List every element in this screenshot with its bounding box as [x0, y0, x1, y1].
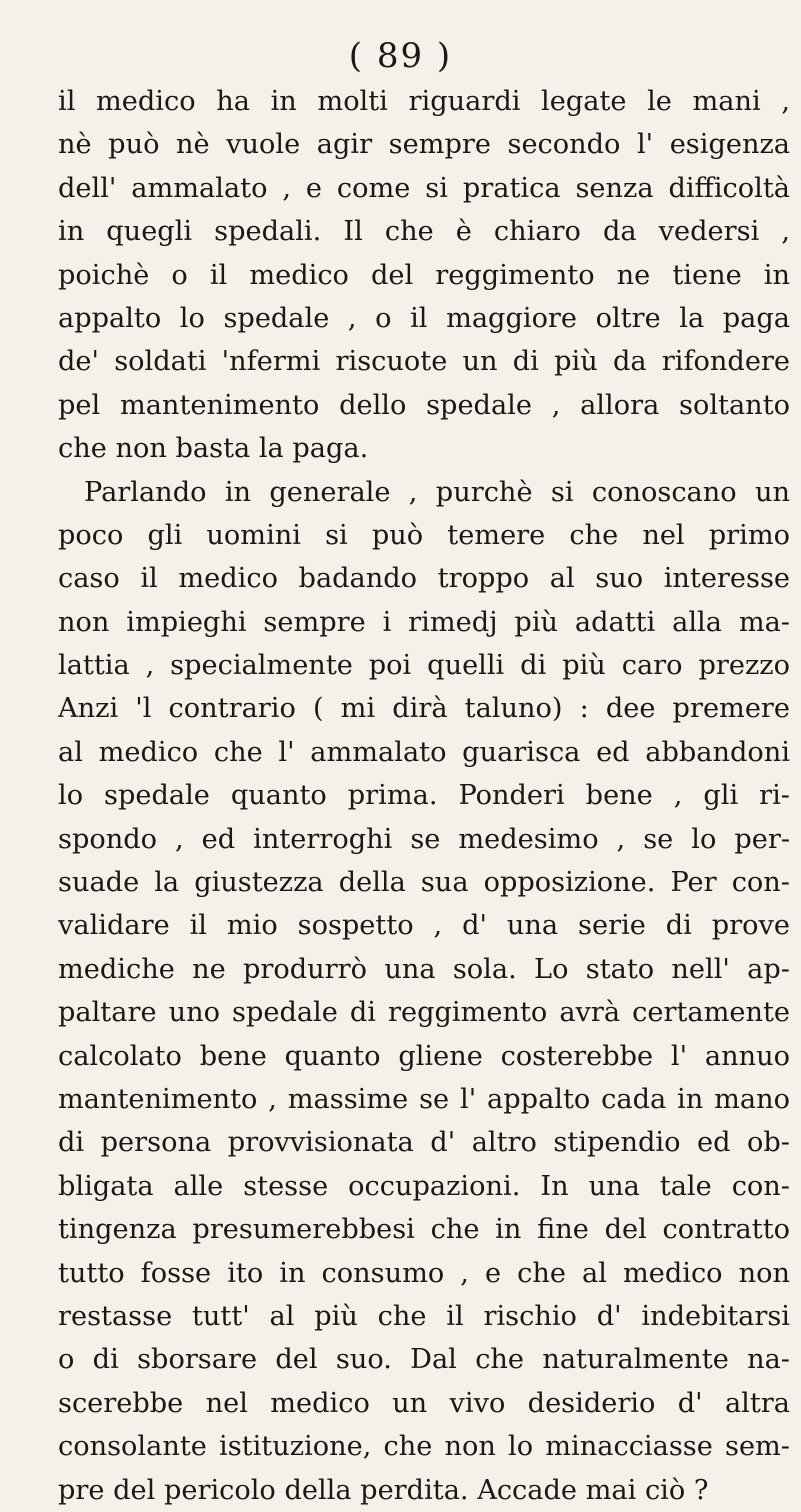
- text-line: de' soldati 'nfermi riscuote un di più da rifondere: [58, 346, 790, 378]
- body-text: [58, 80, 790, 1512]
- text-line: restasse tutt' al più che il rischio d' indebitarsi: [58, 1300, 790, 1332]
- text-line: al medico che l' ammalato guarisca ed abbandoni: [58, 736, 790, 768]
- text-line: lattia , specialmente poi quelli di più caro prezzo: [58, 650, 790, 682]
- text-line: poco gli uomini si può temere che nel primo: [58, 519, 790, 551]
- text-line: paltare uno spedale di reggimento avrà certamente: [58, 997, 790, 1029]
- text-line: Anzi 'l contrario ( mi dirà taluno) : dee premere: [58, 693, 790, 725]
- text-line: Parlando in generale , purchè si conoscano un: [84, 476, 790, 508]
- text-line: pre del pericolo della perdita. Accade mai ciò ?: [58, 1474, 709, 1506]
- text-line: poichè o il medico del reggimento ne tiene in: [58, 259, 790, 291]
- text-line: tutto fosse ito in consumo , e che al medico non: [58, 1257, 790, 1289]
- text-line: consolante istituzione, che non lo minacciasse sem-: [58, 1431, 790, 1463]
- text-line: validare il mio sospetto , d' una serie di prove: [58, 910, 790, 942]
- text-line: caso il medico badando troppo al suo interesse: [58, 563, 790, 595]
- text-line: il medico ha in molti riguardi legate le mani ,: [58, 86, 790, 117]
- text-line: in quegli spedali. Il che è chiaro da vedersi ,: [58, 216, 790, 248]
- text-line: appalto lo spedale , o il maggiore oltre la paga: [58, 302, 790, 334]
- text-line: non impieghi sempre i rimedj più adatti alla ma-: [58, 606, 790, 638]
- text-line: nè può nè vuole agir sempre secondo l' esigenza: [58, 129, 790, 161]
- text-line: scerebbe nel medico un vivo desiderio d' altra: [58, 1387, 790, 1419]
- text-line: o di sborsare del suo. Dal che naturalmente na-: [58, 1344, 790, 1376]
- text-line: lo spedale quanto prima. Ponderi bene , gli ri-: [58, 780, 790, 812]
- page-number: ( 89 ): [348, 36, 453, 76]
- text-line: spondo , ed interroghi se medesimo , se lo per-: [58, 823, 790, 855]
- text-line: pel mantenimento dello spedale , allora soltanto: [58, 389, 790, 421]
- text-line: mediche ne produrrò una sola. Lo stato nell' ap-: [58, 953, 790, 985]
- text-line: che non basta la paga.: [58, 433, 369, 465]
- text-line: suade la giustezza della sua opposizione. Per con-: [58, 867, 790, 899]
- text-line: calcolato bene quanto gliene costerebbe l' annuo: [58, 1040, 790, 1072]
- text-line: di persona provvisionata d' altro stipendio ed ob-: [58, 1127, 790, 1159]
- text-line: dell' ammalato , e come si pratica senza difficoltà: [58, 172, 790, 204]
- text-line: tingenza presumerebbesi che in fine del contratto: [58, 1214, 790, 1246]
- text-line: bligata alle stesse occupazioni. In una tale con-: [58, 1170, 790, 1202]
- text-line: mantenimento , massime se l' appalto cada in mano: [58, 1083, 790, 1115]
